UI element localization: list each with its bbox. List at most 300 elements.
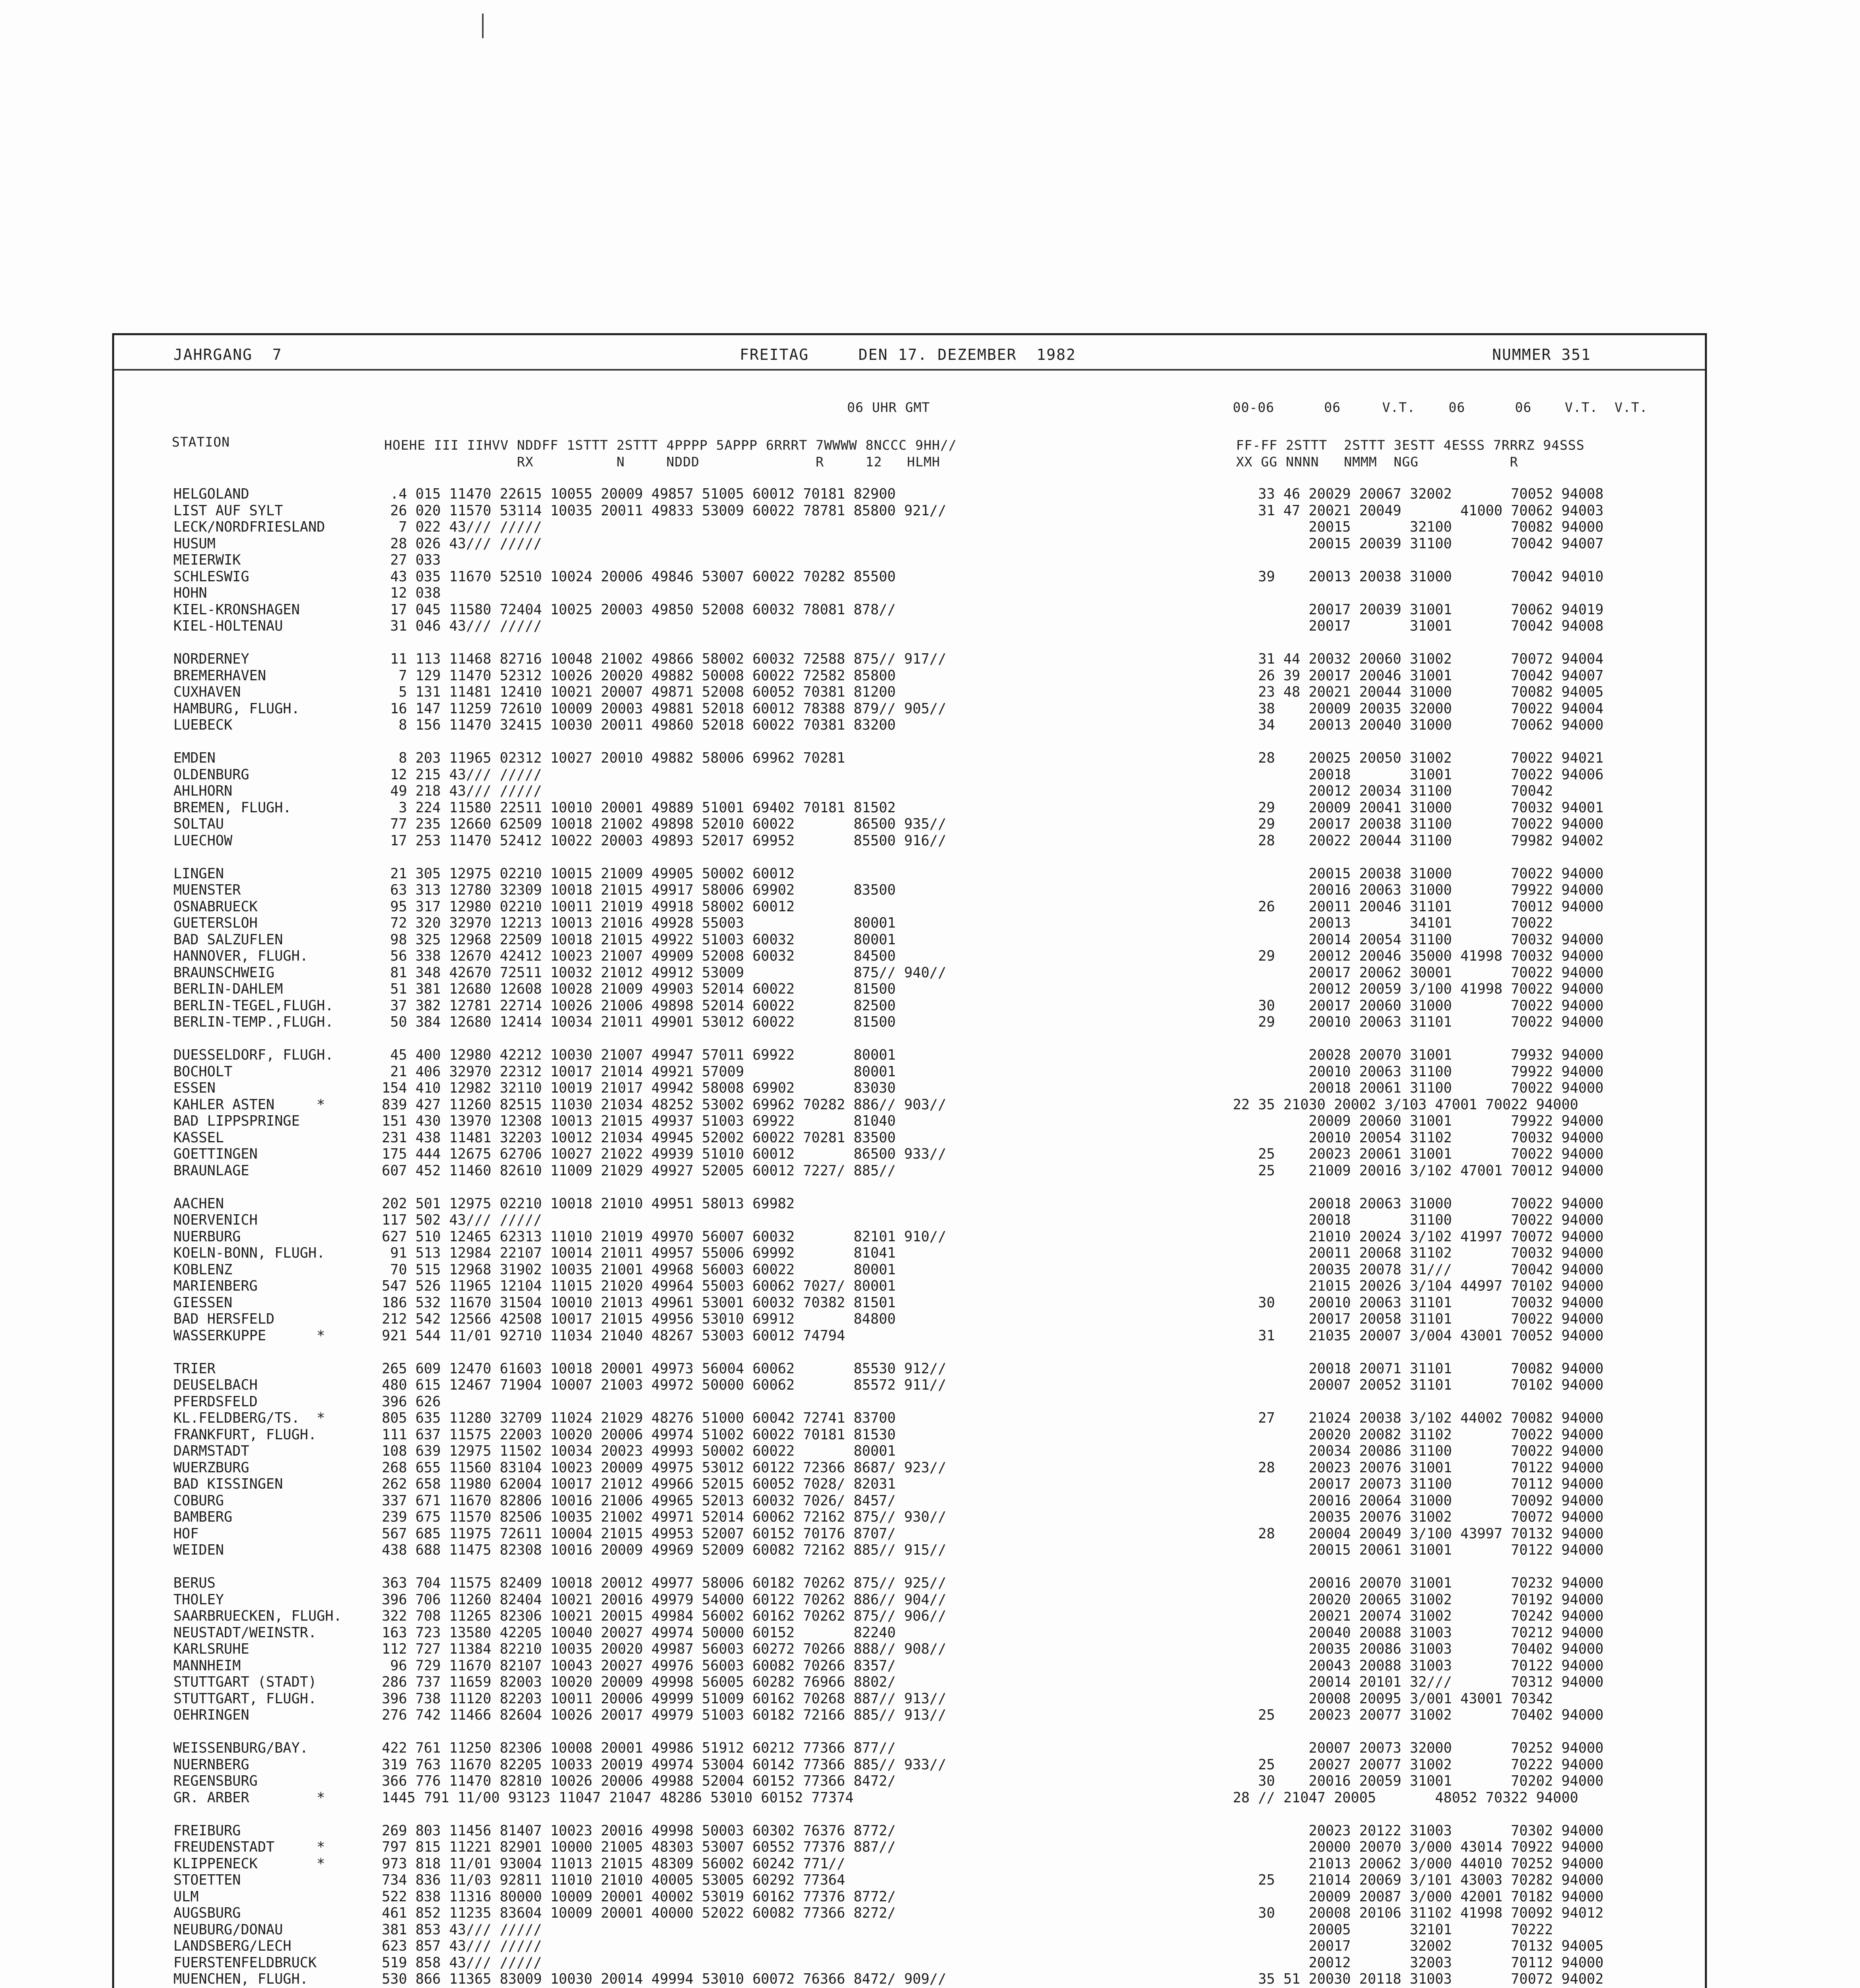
- table-row: [119, 1097, 1694, 1113]
- station-name: NORDERNEY: [173, 651, 249, 667]
- station-name: REGENSBURG: [173, 1773, 258, 1789]
- station-name: SCHLESWIG: [173, 568, 249, 585]
- table-row: [119, 1047, 1694, 1064]
- main-observation: 231 438 11481 32203 10012 21034 49945 52002 60022 70281 83500: [382, 1129, 896, 1146]
- supplement-observation: 30 20016 20059 31001 70202 94000: [1233, 1773, 1604, 1789]
- main-observation: 63 313 12780 32309 10018 21015 49917 58006 69902 83500: [382, 882, 896, 898]
- table-row: [119, 1707, 1694, 1724]
- station-name: KAHLER ASTEN *: [173, 1096, 325, 1113]
- supplement-observation: 20017 20073 31100 70112 94000: [1233, 1476, 1604, 1492]
- supplement-observation: 20010 20054 31102 70032 94000: [1233, 1129, 1604, 1146]
- main-observation: 973 818 11/01 93004 11013 21015 48309 56002 60242 771//: [382, 1855, 845, 1872]
- main-observation: 151 430 13970 12308 10013 21015 49937 51003 69922 81040: [382, 1113, 896, 1129]
- main-observation: 51 381 12680 12608 10028 21009 49903 52014 60022 81500: [382, 981, 896, 997]
- main-observation: 522 838 11316 80000 10009 20001 40002 53019 60162 77376 8772/: [382, 1888, 896, 1905]
- header-divider: [114, 369, 1705, 371]
- table-row: [119, 1790, 1694, 1806]
- station-name: LINGEN: [173, 865, 224, 882]
- station-name: LIST AUF SYLT: [173, 502, 283, 519]
- table-row: [119, 618, 1694, 635]
- table-row: [119, 1592, 1694, 1608]
- table-row: [119, 1179, 1694, 1196]
- station-name: AHLHORN: [173, 783, 233, 799]
- table-row: [119, 1559, 1694, 1575]
- main-observation: 27 033: [382, 552, 441, 568]
- main-observation: 112 727 11384 82210 10035 20020 49987 56003 60272 70266 888// 908//: [382, 1641, 947, 1657]
- main-observation: 239 675 11570 82506 10035 21002 49971 52014 60062 72162 875// 930//: [382, 1509, 947, 1525]
- main-observation: 72 320 32970 12213 10013 21016 49928 55003 80001: [382, 915, 896, 931]
- table-row: [119, 1773, 1694, 1790]
- station-name: WEIDEN: [173, 1542, 224, 1558]
- table-row: [119, 684, 1694, 701]
- main-observation: 286 737 11659 82003 10020 20009 49998 56005 60282 76966 8802/: [382, 1674, 896, 1690]
- supplement-observation: 26 20011 20046 31101 70012 94000: [1233, 898, 1604, 915]
- supplement-observation: 20000 20070 3/000 43014 70922 94000: [1233, 1839, 1604, 1855]
- main-observation: 12 215 43/// /////: [382, 766, 542, 783]
- table-row: [119, 734, 1694, 750]
- table-row: [119, 1938, 1694, 1955]
- station-name: NUERBURG: [173, 1228, 241, 1245]
- table-row: [119, 1740, 1694, 1757]
- table-row: [119, 783, 1694, 800]
- table-row: [119, 1608, 1694, 1625]
- main-observation: 567 685 11975 72611 10004 21015 49953 52007 60152 70176 8707/: [382, 1525, 896, 1542]
- main-observation: 77 235 12660 62509 10018 21002 49898 52010 60022 86500 935//: [382, 816, 947, 832]
- table-row: [119, 635, 1694, 651]
- supplement-observation: 21015 20026 3/104 44997 70102 94000: [1233, 1278, 1604, 1294]
- supplement-observation: 31 21035 20007 3/004 43001 70052 94000: [1233, 1327, 1604, 1344]
- main-observation: 337 671 11670 82806 10016 21006 49965 52013 60032 7026/ 8457/: [382, 1492, 896, 1509]
- station-name: BRAUNLAGE: [173, 1162, 249, 1179]
- main-observation: 7 022 43/// /////: [382, 519, 542, 535]
- supplement-observation: 20009 20087 3/000 42001 70182 94000: [1233, 1888, 1604, 1905]
- main-observation: 31 046 43/// /////: [382, 618, 542, 634]
- station-name: LANDSBERG/LECH: [173, 1938, 292, 1954]
- supplement-observation: 29 20017 20038 31100 70022 94000: [1233, 816, 1604, 832]
- table-row: [119, 1146, 1694, 1163]
- supplement-observation: 20015 20061 31001 70122 94000: [1233, 1542, 1604, 1558]
- main-code-subheads: RX N NDDD R 12 HLMH: [384, 454, 941, 470]
- main-observation: 366 776 11470 82810 10026 20006 49988 52004 60152 77366 8472/: [382, 1773, 896, 1789]
- supplement-observation: 25 20023 20061 31001 70022 94000: [1233, 1146, 1604, 1162]
- station-column-head: STATION: [172, 434, 230, 450]
- main-observation: 56 338 12670 42412 10023 21007 49909 52008 60032 84500: [382, 948, 896, 964]
- table-row: [119, 866, 1694, 882]
- table-row: [119, 1064, 1694, 1080]
- main-observation: 28 026 43/// /////: [382, 535, 542, 552]
- table-row: [119, 882, 1694, 899]
- station-name: WEISSENBURG/BAY.: [173, 1740, 308, 1756]
- main-observation: 480 615 12467 71904 10007 21003 49972 50000 60062 85572 911//: [382, 1377, 947, 1393]
- supplement-observation: 21013 20062 3/000 44010 70252 94000: [1233, 1855, 1604, 1872]
- main-observation: 269 803 11456 81407 10023 20016 49998 50003 60302 76376 8772/: [382, 1822, 896, 1839]
- table-row: [119, 1889, 1694, 1905]
- main-observation: 96 729 11670 82107 10043 20027 49976 56003 60082 70266 8357/: [382, 1657, 896, 1674]
- table-row: [119, 1625, 1694, 1641]
- table-row: [119, 1031, 1694, 1047]
- station-name: MARIENBERG: [173, 1278, 258, 1294]
- station-name: KL.FELDBERG/TS. *: [173, 1410, 325, 1426]
- main-observation: 734 836 11/03 92811 11010 21010 40005 53005 60292 77364: [382, 1872, 845, 1888]
- table-row: [119, 701, 1694, 717]
- main-observation: 154 410 12982 32110 10019 21017 49942 58008 69902 83030: [382, 1080, 896, 1096]
- table-row: [119, 1724, 1694, 1740]
- station-name: PFERDSFELD: [173, 1393, 258, 1410]
- supplement-observation: 21010 20024 3/102 41997 70072 94000: [1233, 1228, 1604, 1245]
- station-name: KLIPPENECK *: [173, 1855, 325, 1872]
- table-row: [119, 602, 1694, 618]
- table-row: [119, 1806, 1694, 1823]
- table-row: [119, 767, 1694, 783]
- supplement-observation: 20017 20039 31001 70062 94019: [1233, 601, 1604, 618]
- observation-time: 06 UHR GMT: [847, 400, 930, 415]
- supplement-observation: 28 // 21047 20005 48052 70322 94000: [1233, 1789, 1578, 1806]
- table-row: [119, 998, 1694, 1014]
- supplement-observation: 20018 31100 70022 94000: [1233, 1212, 1604, 1228]
- main-observation: 839 427 11260 82515 11030 21034 48252 53002 69962 70282 886// 903//: [382, 1096, 947, 1113]
- supplement-observation: 20018 20071 31101 70082 94000: [1233, 1360, 1604, 1377]
- main-observation: 262 658 11980 62004 10017 21012 49966 52015 60052 7028/ 82031: [382, 1476, 896, 1492]
- table-row: [119, 1295, 1694, 1311]
- main-observation: 163 723 13580 42205 10040 20027 49974 50000 60152 82240: [382, 1624, 896, 1641]
- station-name: BAD HERSFELD: [173, 1311, 275, 1327]
- table-row: [119, 1674, 1694, 1691]
- station-name: BERUS: [173, 1575, 216, 1591]
- main-observation: 212 542 12566 42508 10017 21015 49956 53010 69912 84800: [382, 1311, 896, 1327]
- table-row: [119, 1905, 1694, 1922]
- main-observation: 21 305 12975 02210 10015 21009 49905 50002 60012: [382, 865, 795, 882]
- main-observation: 3 224 11580 22511 10010 20001 49889 51001 69402 70181 81502: [382, 799, 896, 816]
- station-name: AUGSBURG: [173, 1905, 241, 1921]
- station-name: MUENSTER: [173, 882, 241, 898]
- main-observation: 921 544 11/01 92710 11034 21040 48267 53003 60012 74794: [382, 1327, 845, 1344]
- station-name: SOLTAU: [173, 816, 224, 832]
- main-observation: 95 317 12980 02210 10011 21019 49918 58002 60012: [382, 898, 795, 915]
- station-name: OEHRINGEN: [173, 1707, 249, 1723]
- table-row: [119, 1130, 1694, 1146]
- supplement-observation: 20021 20074 31002 70242 94000: [1233, 1608, 1604, 1624]
- station-name: STUTTGART, FLUGH.: [173, 1690, 317, 1707]
- table-row: [119, 1476, 1694, 1493]
- main-observation: 623 857 43/// /////: [382, 1938, 542, 1954]
- main-observation: 8 156 11470 32415 10030 20011 49860 52018 60022 70381 83200: [382, 717, 896, 733]
- table-row: [119, 1229, 1694, 1245]
- station-name: WASSERKUPPE *: [173, 1327, 325, 1344]
- station-name: HUSUM: [173, 535, 216, 552]
- table-row: [119, 1575, 1694, 1592]
- station-table: [119, 486, 1694, 1988]
- supplement-observation: 23 48 20021 20044 31000 70082 94005: [1233, 684, 1604, 700]
- supplement-observation: 20016 20063 31000 79922 94000: [1233, 882, 1604, 898]
- table-row: [119, 1344, 1694, 1361]
- main-observation: .4 015 11470 22615 10055 20009 49857 51005 60012 70181 82900: [382, 486, 896, 502]
- station-name: KOBLENZ: [173, 1261, 233, 1278]
- station-name: DARMSTADT: [173, 1443, 249, 1459]
- station-name: DUESSELDORF, FLUGH.: [173, 1047, 334, 1063]
- supplement-observation: 20007 20052 31101 70102 94000: [1233, 1377, 1604, 1393]
- table-row: [119, 833, 1694, 849]
- station-name: STOETTEN: [173, 1872, 241, 1888]
- station-name: MUENCHEN, FLUGH.: [173, 1971, 308, 1987]
- table-row: [119, 1641, 1694, 1658]
- supplement-observation: 20018 31001 70022 94006: [1233, 766, 1604, 783]
- station-name: FREUDENSTADT *: [173, 1839, 325, 1855]
- main-observation: 17 253 11470 52412 10022 20003 49893 52017 69952 85500 916//: [382, 832, 947, 849]
- supplement-observation: 25 21009 20016 3/102 47001 70012 94000: [1233, 1162, 1604, 1179]
- station-name: NOERVENICH: [173, 1212, 258, 1228]
- table-row: [119, 651, 1694, 668]
- main-observation: 49 218 43/// /////: [382, 783, 542, 799]
- station-name: TRIER: [173, 1360, 216, 1377]
- table-row: [119, 1113, 1694, 1130]
- supplement-observation: 20008 20095 3/001 43001 70342: [1233, 1690, 1553, 1707]
- main-observation: 5 131 11481 12410 10021 20007 49871 52008 60052 70381 81200: [382, 684, 896, 700]
- table-row: [119, 1427, 1694, 1443]
- supplement-observation: 20023 20122 31003 70302 94000: [1233, 1822, 1604, 1839]
- supplement-observation: 20016 20064 31000 70092 94000: [1233, 1492, 1604, 1509]
- supplement-observation: 20014 20101 32/// 70312 94000: [1233, 1674, 1604, 1690]
- supplement-observation: 20016 20070 31001 70232 94000: [1233, 1575, 1604, 1591]
- station-name: GOETTINGEN: [173, 1146, 258, 1162]
- supplement-observation: 20015 20039 31100 70042 94007: [1233, 535, 1604, 552]
- table-row: [119, 503, 1694, 519]
- supplement-observation: 30 20008 20106 31102 41998 70092 94012: [1233, 1905, 1604, 1921]
- supplement-observation: 20020 20082 31102 70022 94000: [1233, 1426, 1604, 1443]
- station-name: HANNOVER, FLUGH.: [173, 948, 308, 964]
- issue-date: FREITAG DEN 17. DEZEMBER 1982: [740, 346, 1076, 363]
- supplement-observation: 28 20022 20044 31100 79982 94002: [1233, 832, 1604, 849]
- station-name: KOELN-BONN, FLUGH.: [173, 1245, 325, 1261]
- table-row: [119, 1163, 1694, 1179]
- station-name: HOHN: [173, 585, 207, 601]
- main-observation: 797 815 11221 82901 10000 21005 48303 53007 60552 77376 887//: [382, 1839, 896, 1855]
- table-row: [119, 1955, 1694, 1971]
- station-name: STUTTGART (STADT): [173, 1674, 317, 1690]
- main-code-heads: HOEHE III IIHVV NDDFF 1STTT 2STTT 4PPPP 5APPP 6RRRT 7WWWW 8NCCC 9HH//: [384, 437, 957, 453]
- station-name: GR. ARBER *: [173, 1789, 325, 1806]
- main-observation: 547 526 11965 12104 11015 21020 49964 55003 60062 7027/ 80001: [382, 1278, 896, 1294]
- main-observation: 81 348 42670 72511 10032 21012 49912 53009 875// 940//: [382, 964, 947, 981]
- main-observation: 265 609 12470 61603 10018 20001 49973 56004 60062 85530 912//: [382, 1360, 947, 1377]
- main-observation: 396 626: [382, 1393, 441, 1410]
- main-observation: 202 501 12975 02210 10018 21010 49951 58013 69982: [382, 1195, 795, 1212]
- main-observation: 50 384 12680 12414 10034 21011 49901 53012 60022 81500: [382, 1014, 896, 1030]
- station-name: BOCHOLT: [173, 1063, 233, 1080]
- main-observation: 43 035 11670 52510 10024 20006 49846 53007 60022 70282 85500: [382, 568, 896, 585]
- main-observation: 186 532 11670 31504 10010 21013 49961 53001 60032 70382 81501: [382, 1294, 896, 1311]
- table-row: [119, 1493, 1694, 1509]
- station-name: BRAUNSCHWEIG: [173, 964, 275, 981]
- station-name: HOF: [173, 1525, 199, 1542]
- main-observation: 805 635 11280 32709 11024 21029 48276 51000 60042 72741 83700: [382, 1410, 896, 1426]
- table-row: [119, 915, 1694, 932]
- main-observation: 396 706 11260 82404 10021 20016 49979 54000 60122 70262 886// 904//: [382, 1591, 947, 1608]
- supplement-observation: 28 20025 20050 31002 70022 94021: [1233, 750, 1604, 766]
- main-observation: 175 444 12675 62706 10027 21022 49939 51010 60012 86500 933//: [382, 1146, 947, 1162]
- table-row: [119, 1443, 1694, 1460]
- table-row: [119, 1872, 1694, 1889]
- station-name: FREIBURG: [173, 1822, 241, 1839]
- table-row: [119, 750, 1694, 767]
- station-name: DEUSELBACH: [173, 1377, 258, 1393]
- supplement-observation: 20043 20088 31003 70122 94000: [1233, 1657, 1604, 1674]
- station-name: AACHEN: [173, 1195, 224, 1212]
- supplement-observation: 30 20010 20063 31101 70032 94000: [1233, 1294, 1604, 1311]
- table-row: [119, 1262, 1694, 1278]
- main-observation: 91 513 12984 22107 10014 21011 49957 55006 69992 81041: [382, 1245, 896, 1261]
- table-row: [119, 1922, 1694, 1938]
- main-observation: 108 639 12975 11502 10034 20023 49993 50002 60022 80001: [382, 1443, 896, 1459]
- table-row: [119, 1394, 1694, 1410]
- supplement-observation: 29 20010 20063 31101 70022 94000: [1233, 1014, 1604, 1030]
- main-observation: 396 738 11120 82203 10011 20006 49999 51009 60162 70268 887// 913//: [382, 1690, 947, 1707]
- main-observation: 381 853 43/// /////: [382, 1921, 542, 1938]
- supplement-observation: 29 20012 20046 35000 41998 70032 94000: [1233, 948, 1604, 964]
- supplement-observation: 29 20009 20041 31000 70032 94001: [1233, 799, 1604, 816]
- station-name: EMDEN: [173, 750, 216, 766]
- table-row: [119, 981, 1694, 998]
- table-row: [119, 1509, 1694, 1526]
- station-name: GUETERSLOH: [173, 915, 258, 931]
- supplement-observation: 20005 32101 70222: [1233, 1921, 1553, 1938]
- main-observation: 37 382 12781 22714 10026 21006 49898 52014 60022 82500: [382, 997, 896, 1014]
- station-name: BERLIN-TEMP.,FLUGH.: [173, 1014, 334, 1030]
- table-row: [119, 1278, 1694, 1295]
- main-observation: 607 452 11460 82610 11009 21029 49927 52005 60012 7227/ 885//: [382, 1162, 896, 1179]
- station-name: BERLIN-DAHLEM: [173, 981, 283, 997]
- table-row: [119, 552, 1694, 569]
- supplement-observation: 34 20013 20040 31000 70062 94000: [1233, 717, 1604, 733]
- station-name: NEUSTADT/WEINSTR.: [173, 1624, 317, 1641]
- table-row: [119, 1542, 1694, 1559]
- station-name: ESSEN: [173, 1080, 216, 1096]
- station-name: OLDENBURG: [173, 766, 249, 783]
- supplement-observation: 20018 20061 31100 70022 94000: [1233, 1080, 1604, 1096]
- right-code-heads: FF-FF 2STTT 2STTT 3ESTT 4ESSS 7RRRZ 94SSS: [1236, 437, 1585, 453]
- table-row: [119, 1080, 1694, 1097]
- supplement-observation: 20018 20063 31000 70022 94000: [1233, 1195, 1604, 1212]
- table-row: [119, 668, 1694, 684]
- supplement-observation: 20020 20065 31002 70192 94000: [1233, 1591, 1604, 1608]
- station-name: SAARBRUECKEN, FLUGH.: [173, 1608, 342, 1624]
- main-observation: 276 742 11466 82604 10026 20017 49979 51003 60182 72166 885// 913//: [382, 1707, 947, 1723]
- station-name: LUECHOW: [173, 832, 233, 849]
- station-name: FUERSTENFELDBRUCK: [173, 1954, 317, 1971]
- station-name: BREMEN, FLUGH.: [173, 799, 292, 816]
- supplement-observation: 20012 20059 3/100 41998 70022 94000: [1233, 981, 1604, 997]
- supplement-observation: 20017 32002 70132 94005: [1233, 1938, 1604, 1954]
- table-row: [119, 1691, 1694, 1707]
- main-observation: 1445 791 11/00 93123 11047 21047 48286 53010 60152 77374: [382, 1789, 854, 1806]
- supplement-observation: 35 51 20030 20118 31003 70072 94002: [1233, 1971, 1604, 1987]
- table-row: [119, 585, 1694, 602]
- supplement-observation: 20017 31001 70042 94008: [1233, 618, 1604, 634]
- station-name: NUERNBERG: [173, 1756, 249, 1773]
- supplement-observation: 20035 20078 31/// 70042 94000: [1233, 1261, 1604, 1278]
- station-name: KASSEL: [173, 1129, 224, 1146]
- table-row: [119, 1460, 1694, 1476]
- station-name: THOLEY: [173, 1591, 224, 1608]
- supplement-observation: 26 39 20017 20046 31001 70042 94007: [1233, 667, 1604, 684]
- supplement-observation: 38 20009 20035 32000 70022 94004: [1233, 700, 1604, 717]
- main-observation: 438 688 11475 82308 10016 20009 49969 52009 60082 72162 885// 915//: [382, 1542, 947, 1558]
- table-row: [119, 1658, 1694, 1674]
- volume-label: JAHRGANG 7: [173, 346, 282, 363]
- table-row: [119, 932, 1694, 948]
- station-name: GIESSEN: [173, 1294, 233, 1311]
- main-observation: 530 866 11365 83009 10030 20014 49994 53010 60072 76366 8472/ 909//: [382, 1971, 947, 1987]
- table-row: [119, 486, 1694, 503]
- table-row: [119, 1856, 1694, 1872]
- supplement-observation: 20012 20034 31100 70042: [1233, 783, 1553, 799]
- main-observation: 117 502 43/// /////: [382, 1212, 542, 1228]
- main-observation: 98 325 12968 22509 10018 21015 49922 51003 60032 80001: [382, 931, 896, 948]
- table-row: [119, 1311, 1694, 1328]
- table-row: [119, 536, 1694, 552]
- supplement-observation: 31 44 20032 20060 31002 70072 94004: [1233, 651, 1604, 667]
- main-observation: 111 637 11575 22003 10020 20006 49974 51002 60022 70181 81530: [382, 1426, 896, 1443]
- station-name: WUERZBURG: [173, 1459, 249, 1476]
- supplement-observation: 20035 20086 31003 70402 94000: [1233, 1641, 1604, 1657]
- main-observation: 319 763 11670 82205 10033 20019 49974 53004 60142 77366 885// 933//: [382, 1756, 947, 1773]
- main-observation: 17 045 11580 72404 10025 20003 49850 52008 60032 78081 878//: [382, 601, 896, 618]
- station-name: NEUBURG/DONAU: [173, 1921, 283, 1938]
- main-observation: 12 038: [382, 585, 441, 601]
- station-name: LUEBECK: [173, 717, 233, 733]
- supplement-observation: 20017 20062 30001 70022 94000: [1233, 964, 1604, 981]
- supplement-observation: 31 47 20021 20049 41000 70062 94003: [1233, 502, 1604, 519]
- table-row: [119, 816, 1694, 833]
- station-name: KIEL-HOLTENAU: [173, 618, 283, 634]
- station-name: LECK/NORDFRIESLAND: [173, 519, 325, 535]
- station-name: BAD KISSINGEN: [173, 1476, 283, 1492]
- right-time-heads: 00-06 06 V.T. 06 06 V.T. V.T.: [1233, 400, 1648, 415]
- station-name: ULM: [173, 1888, 199, 1905]
- supplement-observation: 20014 20054 31100 70032 94000: [1233, 931, 1604, 948]
- table-row: [119, 1212, 1694, 1229]
- table-row: [119, 1757, 1694, 1773]
- supplement-observation: 30 20017 20060 31000 70022 94000: [1233, 997, 1604, 1014]
- main-observation: 422 761 11250 82306 10008 20001 49986 51912 60212 77366 877//: [382, 1740, 896, 1756]
- main-observation: 268 655 11560 83104 10023 20009 49975 53012 60122 72366 8687/ 923//: [382, 1459, 947, 1476]
- station-name: KARLSRUHE: [173, 1641, 249, 1657]
- table-row: [119, 965, 1694, 981]
- binding-mark: [482, 14, 484, 38]
- supplement-observation: 20015 20038 31000 70022 94000: [1233, 865, 1604, 882]
- supplement-observation: 27 21024 20038 3/102 44002 70082 94000: [1233, 1410, 1604, 1426]
- table-row: [119, 569, 1694, 585]
- main-observation: 519 858 43/// /////: [382, 1954, 542, 1971]
- supplement-observation: 20015 32100 70082 94000: [1233, 519, 1604, 535]
- supplement-observation: 28 20023 20076 31001 70122 94000: [1233, 1459, 1604, 1476]
- supplement-observation: 20007 20073 32000 70252 94000: [1233, 1740, 1604, 1756]
- main-observation: 322 708 11265 82306 10021 20015 49984 56002 60162 70262 875// 906//: [382, 1608, 947, 1624]
- supplement-observation: 20017 20058 31101 70022 94000: [1233, 1311, 1604, 1327]
- supplement-observation: 20009 20060 31001 79922 94000: [1233, 1113, 1604, 1129]
- main-observation: 70 515 12968 31902 10035 21001 49968 56003 60022 80001: [382, 1261, 896, 1278]
- right-code-subheads: XX GG NNNN NMMM NGG R: [1236, 454, 1518, 470]
- station-name: COBURG: [173, 1492, 224, 1509]
- station-name: BREMERHAVEN: [173, 667, 266, 684]
- main-observation: 461 852 11235 83604 10009 20001 40000 52022 60082 77366 8272/: [382, 1905, 896, 1921]
- main-observation: 363 704 11575 82409 10018 20012 49977 58006 60182 70262 875// 925//: [382, 1575, 947, 1591]
- station-name: HAMBURG, FLUGH.: [173, 700, 300, 717]
- station-name: HELGOLAND: [173, 486, 249, 502]
- supplement-observation: 20010 20063 31100 79922 94000: [1233, 1063, 1604, 1080]
- station-name: BAD SALZUFLEN: [173, 931, 283, 948]
- table-row: [119, 1377, 1694, 1394]
- main-observation: 8 203 11965 02312 10027 20010 49882 58006 69962 70281: [382, 750, 845, 766]
